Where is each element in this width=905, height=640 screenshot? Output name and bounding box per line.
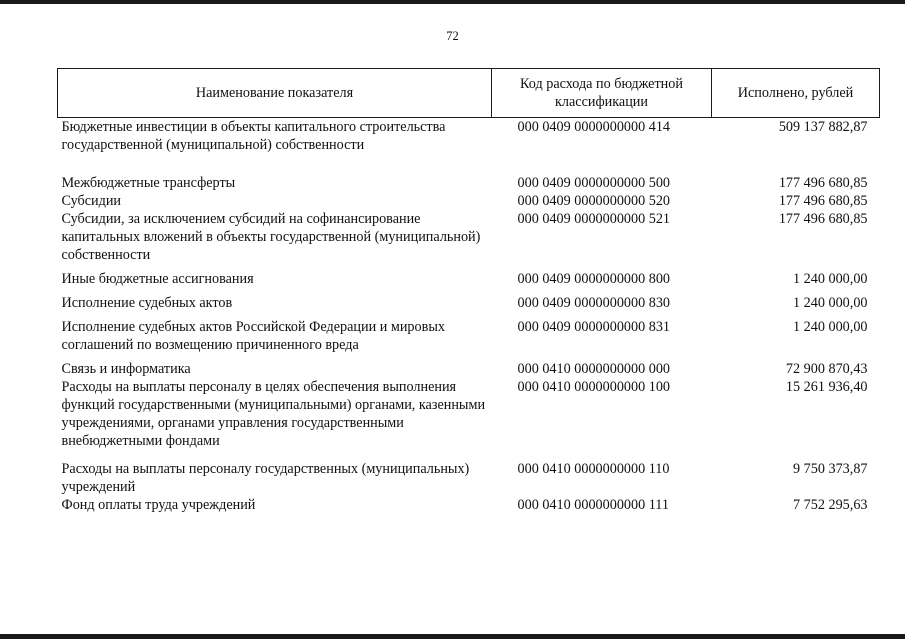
row-name: Межбюджетные трансферты <box>61 175 236 191</box>
row-amount: 1 240 000,00 <box>793 319 868 335</box>
row-amount: 1 240 000,00 <box>793 271 868 287</box>
row-code: 000 0409 0000000000 414 <box>517 119 671 135</box>
header-indicator-name: Наименование показателя <box>58 69 492 118</box>
table-row <box>58 294 880 318</box>
row-name: Расходы на выплаты персоналу государственных (муниципальных) учреждений <box>61 461 470 495</box>
table-row <box>58 496 880 514</box>
row-amount: 9 750 373,87 <box>793 461 868 477</box>
table-header-row <box>58 69 880 118</box>
row-amount: 177 496 680,85 <box>778 211 868 227</box>
budget-table <box>57 68 880 514</box>
header-executed-amount: Исполнено, рублей <box>712 69 880 118</box>
row-name: Расходы на выплаты персоналу в целях обеспечения выполнения функций государственными (муниципальными) органами, казенными учреждениями, органами управления государственными внебюджетными фондами <box>61 379 486 449</box>
row-amount: 1 240 000,00 <box>793 295 868 311</box>
row-name: Бюджетные инвестиции в объекты капитального строительства государственной (муниципальной) собственности <box>61 119 446 153</box>
row-code: 000 0409 0000000000 831 <box>517 319 671 335</box>
row-name: Исполнение судебных актов Российской Федерации и мировых соглашений по возмещению причиненного вреда <box>61 319 445 353</box>
table-row <box>58 118 880 175</box>
header-budget-code: Код расхода по бюджетной классификации <box>492 69 712 118</box>
table-row <box>58 360 880 378</box>
table-row <box>58 270 880 294</box>
row-code: 000 0409 0000000000 521 <box>517 211 671 227</box>
row-amount: 15 261 936,40 <box>785 379 868 395</box>
row-code: 000 0409 0000000000 520 <box>517 193 671 209</box>
row-amount: 7 752 295,63 <box>793 497 868 513</box>
table-row <box>58 192 880 210</box>
row-amount: 177 496 680,85 <box>778 193 868 209</box>
row-code: 000 0409 0000000000 500 <box>517 175 671 191</box>
row-amount: 72 900 870,43 <box>785 361 868 377</box>
row-code: 000 0410 0000000000 111 <box>517 497 669 513</box>
table-row <box>58 378 880 460</box>
table-row <box>58 318 880 360</box>
row-name: Субсидии, за исключением субсидий на софинансирование капитальных вложений в объекты государственной (муниципальной) собственности <box>61 211 481 263</box>
table-row <box>58 174 880 192</box>
row-name: Фонд оплаты труда учреждений <box>61 497 256 513</box>
table-row <box>58 460 880 496</box>
budget-table-container <box>57 68 879 514</box>
row-code: 000 0410 0000000000 100 <box>517 379 671 395</box>
top-border-rule <box>0 0 905 4</box>
table-row <box>58 210 880 270</box>
bottom-border-rule <box>0 634 905 639</box>
row-code: 000 0410 0000000000 110 <box>517 461 670 477</box>
row-amount: 509 137 882,87 <box>778 119 868 135</box>
row-name: Субсидии <box>61 193 122 209</box>
row-name: Исполнение судебных актов <box>61 295 233 311</box>
row-name: Иные бюджетные ассигнования <box>61 271 254 287</box>
row-amount: 177 496 680,85 <box>778 175 868 191</box>
row-code: 000 0410 0000000000 000 <box>517 361 671 377</box>
row-name: Связь и информатика <box>61 361 191 377</box>
row-code: 000 0409 0000000000 830 <box>517 295 671 311</box>
page-number: 72 <box>446 29 459 43</box>
row-code: 000 0409 0000000000 800 <box>517 271 671 287</box>
